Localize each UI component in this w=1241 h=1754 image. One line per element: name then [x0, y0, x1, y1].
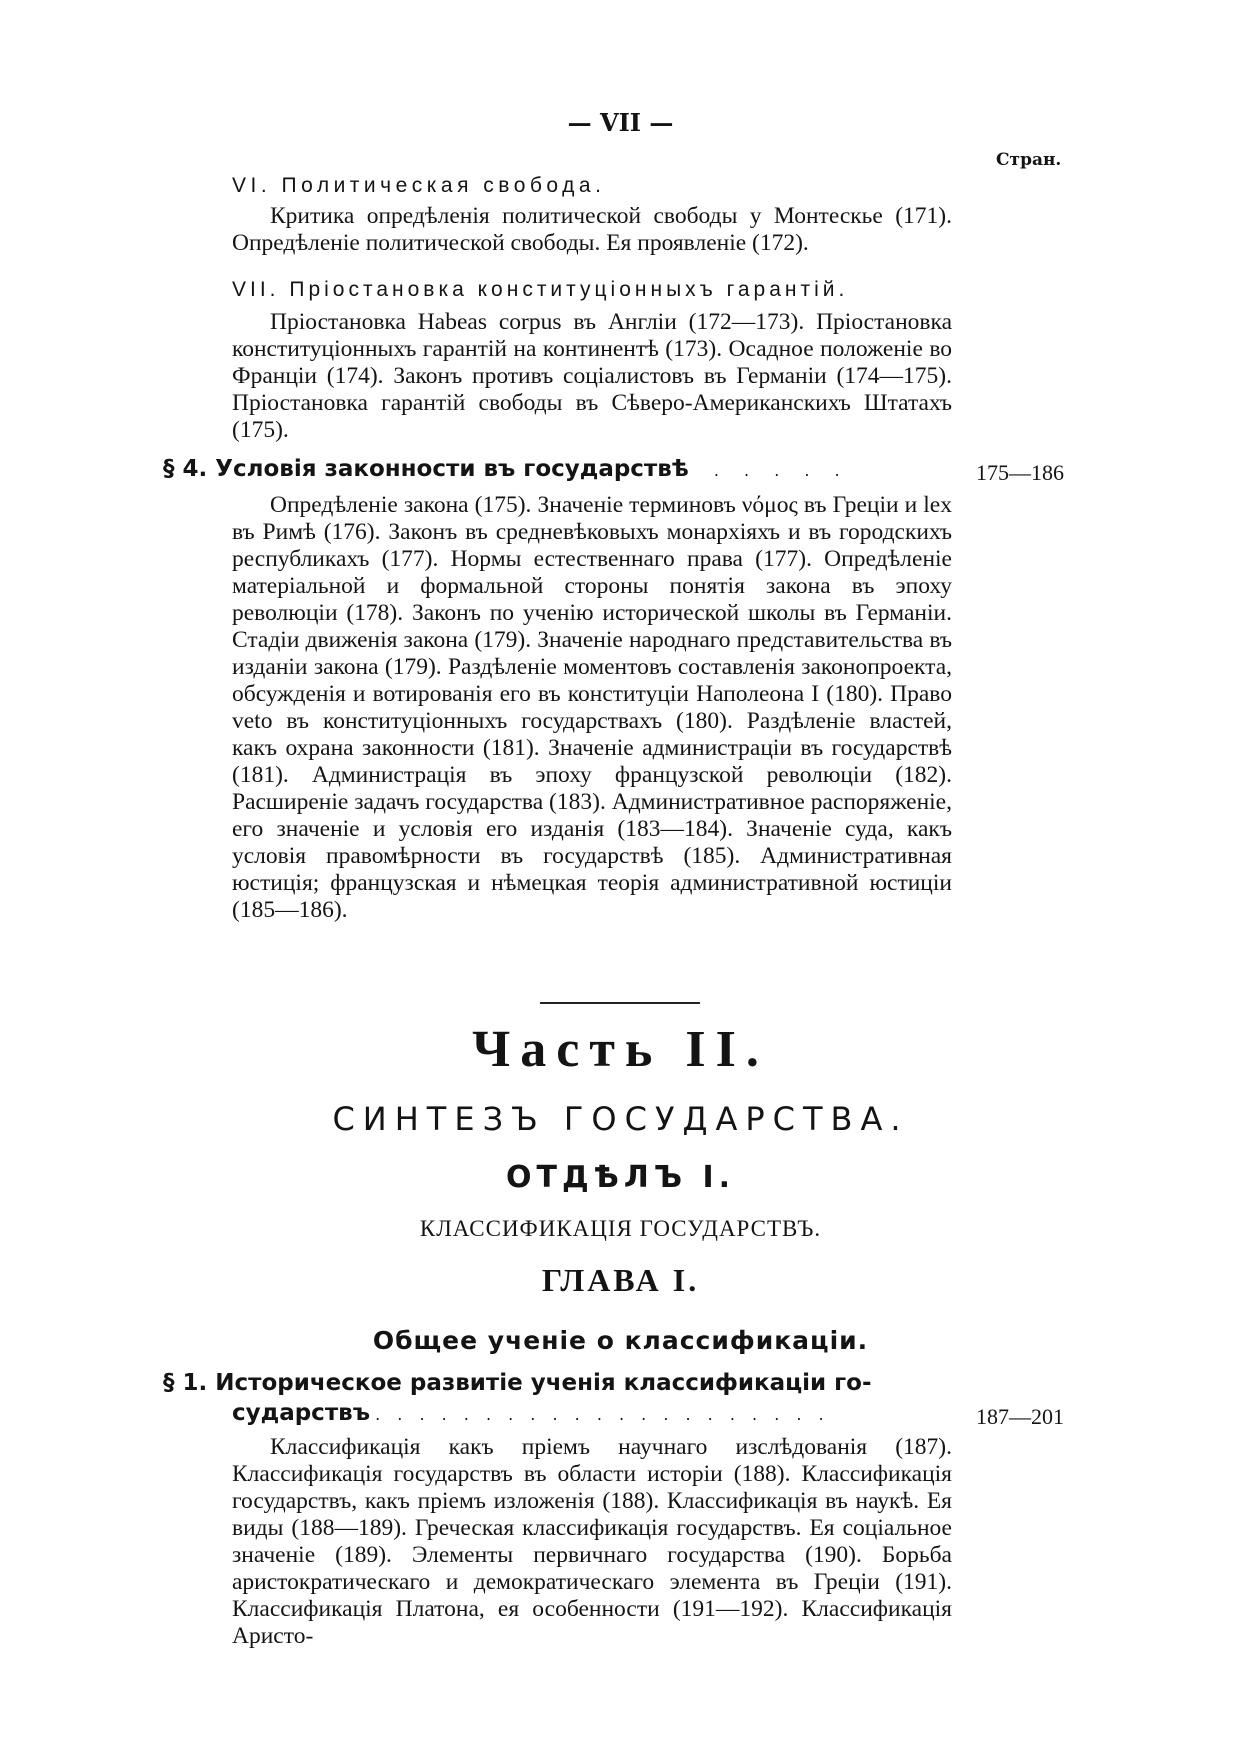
chapter-subtitle: Общее ученіе о классификаціи.: [372, 1326, 869, 1355]
chapter-title: ГЛАВА I.: [541, 1262, 700, 1298]
part-title: Часть II.: [472, 1021, 769, 1078]
division-subtitle: КЛАССИФИКАЦІЯ ГОСУДАРСТВЪ.: [419, 1216, 822, 1241]
section-text: Пріостановка Habeas corpus въ Англіи (172—173). Пріостановка конституціонныхъ гарантій на континентѣ (173). Осадное положеніе во Франціи (174). Законъ противъ соціалистовъ въ Германіи (174—175). Пріостановка гарантій свободы въ Сѣверо-Американскихъ Штатахъ (175).: [232, 309, 952, 443]
section-heading: VII. Пріостановка конституціонныхъ гарантій.: [232, 278, 849, 301]
page-range: 175—186: [976, 460, 1064, 485]
part-subtitle: СИНТЕЗЪ ГОСУДАРСТВА.: [332, 1100, 909, 1138]
paragraph-title-continued: сударствъ: [232, 1400, 370, 1426]
paragraph-title: § 4. Условія законности въ государствѣ: [163, 456, 689, 482]
page-range: 187—201: [976, 1404, 1064, 1429]
section-heading: VI. Политическая свобода.: [232, 174, 606, 197]
division-title: ОТДѢЛЪ I.: [506, 1160, 735, 1195]
section-vii: [232, 278, 992, 302]
paragraph-text: Классификація какъ пріемъ научнаго изслѣдованія (187). Классификація государствъ въ области исторіи (188). Классификація государствъ, какъ пріемъ изложенія (188). Классификація въ наукѣ. Ея виды (188—189). Греческая классификація государствъ. Ея соціальное значеніе (189). Элементы первичнаго государства (190). Борьба аристократическаго и демократическаго элемента въ Греціи (191). Классификація Платона, ея особенности (191—192). Классификація Аристо-: [232, 1434, 952, 1649]
page-column-label: Стран.: [996, 150, 1062, 170]
page-number: — VII —: [567, 108, 674, 137]
leader-dots: . . . . .: [713, 461, 850, 480]
paragraph-text: Опредѣленіе закона (175). Значеніе терминовъ νόμος въ Греціи и lex въ Римѣ (176). Законъ въ средневѣковыхъ монархіяхъ и въ городскихъ республикахъ (177). Нормы естественнаго права (177). Опредѣленіе матеріальной и формальной стороны понятія закона въ эпоху революціи (178). Законъ по ученію исторической школы въ Германіи. Стадіи движенія закона (179). Значеніе народнаго представительства въ изданіи закона (179). Раздѣленіе моментовъ составленія законопроекта, обсужденія и вотированія его въ конституціи Наполеона I (180). Право veto въ конституціонныхъ государствахъ (180). Раздѣленіе властей, какъ охрана законности (181). Значеніе администраціи въ государствѣ (181). Администрація въ эпоху французской революціи (182). Расширеніе задачъ государства (183). Административное распоряженіе, его значеніе и условія его изданія (183—184). Значеніе суда, какъ условія правомѣрности въ государствѣ (185). Административная юстиція; французская и нѣмецкая теорія административной юстиціи (185—186).: [232, 492, 952, 923]
leader-dots: . . . . . . . . . . . . . . . . . . . . .: [375, 1405, 830, 1424]
divider: [540, 1002, 700, 1004]
paragraph-title: § 1. Историческое развитіе ученія классификаціи го-: [163, 1370, 872, 1396]
paragraph-4-heading: [163, 456, 963, 482]
paragraph-1-heading-cont: [232, 1400, 972, 1426]
section-vi: [232, 174, 992, 198]
paragraph-1-heading: [163, 1370, 963, 1396]
section-text: Критика опредѣленія политической свободы у Монтескье (171). Опредѣленіе политической свободы. Ея проявленіе (172).: [232, 203, 952, 256]
